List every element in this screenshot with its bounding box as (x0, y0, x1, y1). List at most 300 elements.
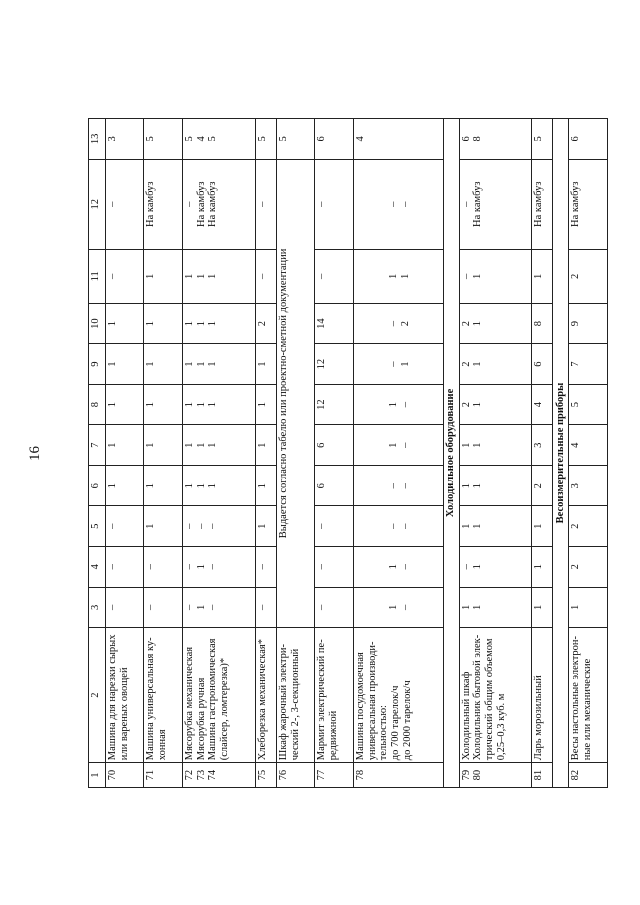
cell-line: 1 (472, 604, 484, 610)
cell-line: ческий 2-, 3-секционный (289, 648, 301, 761)
cell-col6 (255, 465, 276, 506)
cell-col5 (315, 506, 353, 547)
cell-line (366, 346, 377, 382)
column-header-8: 8 (89, 384, 106, 425)
cell-col7 (315, 425, 353, 466)
cell-line: ные или механические (582, 658, 594, 761)
cell-col13 (144, 119, 182, 160)
table-header-row (89, 119, 106, 788)
cell-line: 1 (472, 273, 484, 279)
cell-line: 1 (387, 402, 399, 408)
cell-line: 1 (460, 483, 472, 489)
cell-line: 1 (207, 273, 219, 279)
cell-line: 71 (145, 769, 157, 781)
cell-line: 5 (207, 136, 219, 142)
cell-line: 1 (472, 483, 484, 489)
cell-line (366, 509, 377, 545)
cell-line: – (107, 564, 118, 570)
table-body (106, 119, 608, 788)
span-note: Выдается согласно табелю или проектно-сметной документации (276, 159, 314, 627)
cell-line (366, 590, 377, 626)
cell-line: 2 (460, 402, 472, 408)
cell-line: 14 (316, 318, 328, 329)
cell-col4 (144, 547, 182, 588)
item-name (144, 628, 182, 763)
table-row (255, 119, 276, 788)
cell-line: 6 (460, 136, 472, 142)
cell-line: 1 (207, 442, 219, 448)
cell-col3 (315, 587, 353, 628)
cell-line: 3 (570, 483, 582, 489)
cell-line: 1 (107, 483, 118, 489)
row-number (459, 763, 532, 788)
cell-line: 1 (207, 483, 219, 489)
cell-line: – (256, 273, 268, 279)
cell-line: 75 (256, 769, 268, 781)
cell-line: 4 (354, 136, 366, 142)
cell-line: трический общим объемом (484, 638, 495, 761)
cell-col6 (569, 465, 608, 506)
cell-col6 (459, 465, 532, 506)
cell-line: 2 (570, 273, 582, 279)
cell-line: 2 (460, 361, 472, 367)
cell-line: 1 (399, 361, 411, 367)
cell-line: 1 (183, 361, 195, 367)
cell-line: 1 (533, 564, 545, 570)
cell-col6 (353, 465, 443, 506)
cell-col4 (106, 547, 144, 588)
cell-line: 81 (533, 769, 545, 781)
cell-line: или вареных овощей (118, 667, 130, 761)
cell-line: 1 (195, 273, 207, 279)
cell-col11 (459, 249, 532, 303)
cell-col12 (182, 159, 255, 249)
cell-line: На камбуз (195, 181, 207, 227)
cell-col10 (106, 303, 144, 344)
cell-col8 (569, 384, 608, 425)
cell-col13 (182, 119, 255, 160)
column-header-10: 10 (89, 303, 106, 344)
cell-line: 1 (460, 523, 472, 529)
cell-line: 1 (183, 483, 195, 489)
cell-line: – (107, 201, 118, 207)
cell-line: 6 (570, 136, 582, 142)
cell-line: – (183, 604, 195, 610)
cell-line: (слайсер, ломтерезка)* (219, 657, 231, 761)
cell-col7 (106, 425, 144, 466)
cell-line: – (399, 402, 411, 408)
cell-line: до 2000 тарелок/ч (401, 680, 413, 761)
cell-col12 (315, 159, 353, 249)
cell-line (366, 306, 377, 342)
cell-line: – (316, 273, 328, 279)
cell-line: 1 (145, 442, 157, 448)
cell-line: – (107, 523, 118, 529)
cell-line: – (183, 201, 195, 207)
cell-col4 (315, 547, 353, 588)
cell-line: 3 (107, 136, 118, 142)
cell-line (355, 427, 366, 463)
cell-line: 1 (195, 604, 207, 610)
cell-col6 (106, 465, 144, 506)
cell-line: 1 (107, 402, 118, 408)
cell-col11 (569, 249, 608, 303)
cell-line: 1 (472, 361, 484, 367)
cell-line: 1 (472, 523, 484, 529)
cell-line: Машина универсальная ку- (145, 637, 157, 761)
cell-line (377, 468, 388, 504)
section-row (553, 119, 569, 788)
cell-line: 9 (570, 320, 582, 327)
item-name (106, 628, 144, 763)
cell-col6 (144, 465, 182, 506)
equipment-table (88, 118, 608, 788)
cell-line: Мясорубка ручная (195, 677, 207, 761)
cell-line (377, 387, 388, 423)
cell-line: Мармит электрический пе- (316, 639, 328, 761)
cell-line: – (399, 564, 411, 570)
cell-col13 (315, 119, 353, 160)
cell-line: – (387, 320, 399, 327)
cell-line: 12 (316, 358, 328, 370)
cell-col13 (569, 119, 608, 160)
cell-line: 2 (460, 320, 472, 327)
cell-line: 70 (107, 769, 118, 781)
cell-line: 1 (145, 402, 157, 408)
column-header-6: 6 (89, 465, 106, 506)
row-number (106, 763, 144, 788)
cell-line: 1 (195, 361, 207, 367)
column-header-4: 4 (89, 547, 106, 588)
cell-col12 (144, 159, 182, 249)
cell-line: – (316, 201, 328, 207)
cell-line: 4 (195, 136, 207, 142)
table-row (182, 119, 255, 788)
cell-col9 (459, 344, 532, 385)
cell-col13 (255, 119, 276, 160)
cell-line: – (107, 604, 118, 610)
cell-line: – (316, 523, 328, 529)
cell-line: 6 (533, 361, 545, 367)
cell-line: Машина посудомоечная (354, 652, 366, 761)
cell-line (377, 162, 388, 247)
cell-col10 (255, 303, 276, 344)
table-row (569, 119, 608, 788)
column-header-2: 2 (89, 628, 106, 763)
cell-line (355, 346, 366, 382)
cell-line: 1 (195, 564, 207, 570)
cell-line: – (387, 361, 399, 367)
cell-col3 (459, 587, 532, 628)
cell-line: 1 (387, 273, 399, 279)
cell-line (366, 387, 377, 423)
cell-col8 (106, 384, 144, 425)
cell-line: 80 (472, 769, 484, 781)
cell-col12 (255, 159, 276, 249)
cell-line: 5 (183, 136, 195, 142)
cell-col3 (182, 587, 255, 628)
cell-col4 (255, 547, 276, 588)
row-number: 76 (276, 763, 314, 788)
cell-col9 (144, 344, 182, 385)
cell-line: На камбуз (472, 181, 484, 227)
cell-col3 (353, 587, 443, 628)
cell-col13 (353, 119, 443, 160)
cell-col9 (182, 344, 255, 385)
section-row (443, 119, 459, 788)
cell-line: 1 (472, 442, 484, 448)
cell-line: 1 (207, 361, 219, 367)
cell-line: 4 (570, 442, 582, 448)
cell-col10 (353, 303, 443, 344)
cell-col5 (182, 506, 255, 547)
cell-col9 (106, 344, 144, 385)
cell-line: 1 (256, 483, 268, 489)
cell-line: 5 (533, 136, 545, 142)
cell-col9 (353, 344, 443, 385)
cell-line: 1 (107, 361, 118, 367)
cell-line (377, 252, 388, 301)
cell-col7 (182, 425, 255, 466)
cell-col12 (353, 159, 443, 249)
table-row (315, 119, 353, 788)
cell-line (377, 306, 388, 342)
cell-line: 5 (145, 136, 157, 142)
cell-col7 (353, 425, 443, 466)
cell-line: – (107, 273, 118, 279)
cell-col4 (353, 547, 443, 588)
cell-col11 (353, 249, 443, 303)
cell-line: На камбуз (570, 181, 582, 227)
table-row (532, 119, 553, 788)
cell-line: 8 (472, 136, 484, 142)
cell-col11 (144, 249, 182, 303)
cell-col4 (532, 547, 553, 588)
cell-line: 79 (460, 769, 472, 781)
cell-col5 (459, 506, 532, 547)
cell-col5 (255, 506, 276, 547)
cell-line: 1 (107, 320, 118, 327)
cell-line: – (316, 604, 328, 610)
cell-col11 (255, 249, 276, 303)
cell-line: Шкаф жарочный электри- (277, 644, 289, 761)
cell-col12 (459, 159, 532, 249)
table-row (144, 119, 182, 788)
cell-line: На камбуз (145, 181, 157, 227)
cell-col6 (182, 465, 255, 506)
cell-line: до 700 тарелок/ч (390, 685, 402, 761)
cell-line: 1 (570, 604, 582, 610)
cell-line: – (256, 201, 268, 207)
cell-line: 1 (195, 320, 207, 327)
cell-line (377, 427, 388, 463)
cell-line: 77 (316, 769, 328, 781)
section-heading: Холодильное оборудование (443, 119, 459, 788)
cell-line: – (460, 564, 472, 570)
item-name (182, 628, 255, 763)
cell-line: 1 (472, 402, 484, 408)
cell-line (366, 162, 377, 247)
cell-col4 (459, 547, 532, 588)
cell-line: 1 (195, 402, 207, 408)
cell-line (366, 549, 377, 585)
cell-col3 (255, 587, 276, 628)
cell-line: 1 (195, 442, 207, 448)
cell-line (355, 590, 366, 626)
cell-line: редвижной (328, 710, 340, 761)
cell-col9 (255, 344, 276, 385)
cell-line: 1 (145, 361, 157, 367)
cell-line: 1 (387, 564, 399, 570)
cell-line: 1 (207, 320, 219, 327)
section-heading: Весоизмерительные приборы (553, 119, 569, 788)
cell-line: 1 (533, 523, 545, 529)
cell-line: – (399, 604, 411, 610)
cell-line: хонная (157, 729, 169, 761)
row-number (182, 763, 255, 788)
cell-line: 3 (533, 442, 545, 448)
column-header-7: 7 (89, 425, 106, 466)
cell-line: – (387, 523, 399, 529)
cell-col10 (569, 303, 608, 344)
cell-line (377, 509, 388, 545)
cell-col7 (459, 425, 532, 466)
cell-line: – (387, 483, 399, 489)
cell-line: 1 (533, 273, 545, 279)
cell-line: 1 (107, 442, 118, 448)
cell-line: 0,25–0,3 куб. м (495, 693, 507, 761)
table-row (106, 119, 144, 788)
cell-line: Машина для нарезки сырых (107, 634, 118, 761)
cell-line: – (145, 604, 157, 610)
row-number (255, 763, 276, 788)
cell-line: 2 (256, 320, 268, 327)
cell-col8 (353, 384, 443, 425)
item-name (459, 628, 532, 763)
cell-line: 1 (472, 320, 484, 327)
cell-line: 2 (570, 523, 582, 529)
cell-line: 5 (256, 136, 268, 142)
cell-line: – (183, 523, 195, 529)
column-header-9: 9 (89, 344, 106, 385)
cell-col7 (255, 425, 276, 466)
cell-line: – (256, 604, 268, 610)
cell-col10 (182, 303, 255, 344)
cell-line: На камбуз (533, 181, 545, 227)
column-header-3: 3 (89, 587, 106, 628)
cell-line: – (399, 523, 411, 529)
cell-col9 (532, 344, 553, 385)
cell-line: – (387, 201, 399, 207)
cell-col3 (532, 587, 553, 628)
cell-line: 1 (145, 273, 157, 279)
cell-line (377, 549, 388, 585)
cell-line: – (207, 564, 219, 570)
item-name (532, 628, 553, 763)
cell-line: 1 (387, 442, 399, 448)
cell-col13: 5 (276, 119, 314, 160)
cell-line: 1 (472, 564, 484, 570)
cell-col11 (315, 249, 353, 303)
cell-line: 74 (207, 769, 219, 781)
cell-col3 (144, 587, 182, 628)
column-header-11: 11 (89, 249, 106, 303)
column-header-13: 13 (89, 119, 106, 160)
cell-line: Хлеборезка механическая* (256, 639, 268, 761)
cell-col8 (315, 384, 353, 425)
cell-line: – (207, 604, 219, 610)
table-row (353, 119, 443, 788)
cell-col13 (532, 119, 553, 160)
cell-line: 72 (183, 769, 195, 781)
cell-line: 78 (354, 769, 366, 781)
column-header-12: 12 (89, 159, 106, 249)
cell-line: 6 (316, 442, 328, 448)
cell-line: 2 (570, 564, 582, 570)
item-name (315, 628, 353, 763)
page-number: 16 (27, 446, 43, 461)
cell-line: 7 (570, 361, 582, 367)
cell-line: 1 (195, 483, 207, 489)
cell-col8 (144, 384, 182, 425)
cell-col3 (569, 587, 608, 628)
cell-line (355, 549, 366, 585)
cell-line: 82 (570, 769, 582, 781)
row-number (353, 763, 443, 788)
cell-col5 (353, 506, 443, 547)
cell-line: – (195, 523, 207, 529)
row-number (315, 763, 353, 788)
cell-line: Ларь морозильный (533, 675, 545, 761)
cell-col3 (106, 587, 144, 628)
cell-line: 1 (256, 442, 268, 448)
cell-line: 2 (399, 320, 411, 327)
cell-line: 1 (207, 402, 219, 408)
cell-line: 1 (145, 523, 157, 529)
table-row (276, 119, 314, 788)
cell-line: 1 (256, 523, 268, 529)
cell-line: – (183, 564, 195, 570)
cell-line: Холодильник бытовой элек- (472, 634, 484, 761)
cell-line (355, 387, 366, 423)
cell-line: Холодильный шкаф (460, 671, 472, 761)
cell-line: 73 (195, 769, 207, 781)
cell-line: 1 (460, 604, 472, 610)
table-row (459, 119, 532, 788)
cell-col9 (569, 344, 608, 385)
equipment-table-sheet (88, 118, 608, 788)
cell-line: тельностью: (378, 705, 390, 761)
cell-col12 (532, 159, 553, 249)
cell-line: 1 (460, 442, 472, 448)
row-number (532, 763, 553, 788)
cell-line: 6 (316, 136, 328, 142)
cell-col4 (182, 547, 255, 588)
cell-col12 (569, 159, 608, 249)
cell-line: 1 (256, 402, 268, 408)
cell-line (355, 252, 366, 301)
column-header-1: 1 (89, 763, 106, 788)
cell-line: 1 (533, 604, 545, 610)
cell-line: 1 (183, 402, 195, 408)
cell-col8 (255, 384, 276, 425)
cell-line: Мясорубка механическая (183, 646, 195, 761)
cell-col11 (532, 249, 553, 303)
cell-col6 (532, 465, 553, 506)
cell-col5 (106, 506, 144, 547)
cell-col8 (532, 384, 553, 425)
cell-line (377, 346, 388, 382)
